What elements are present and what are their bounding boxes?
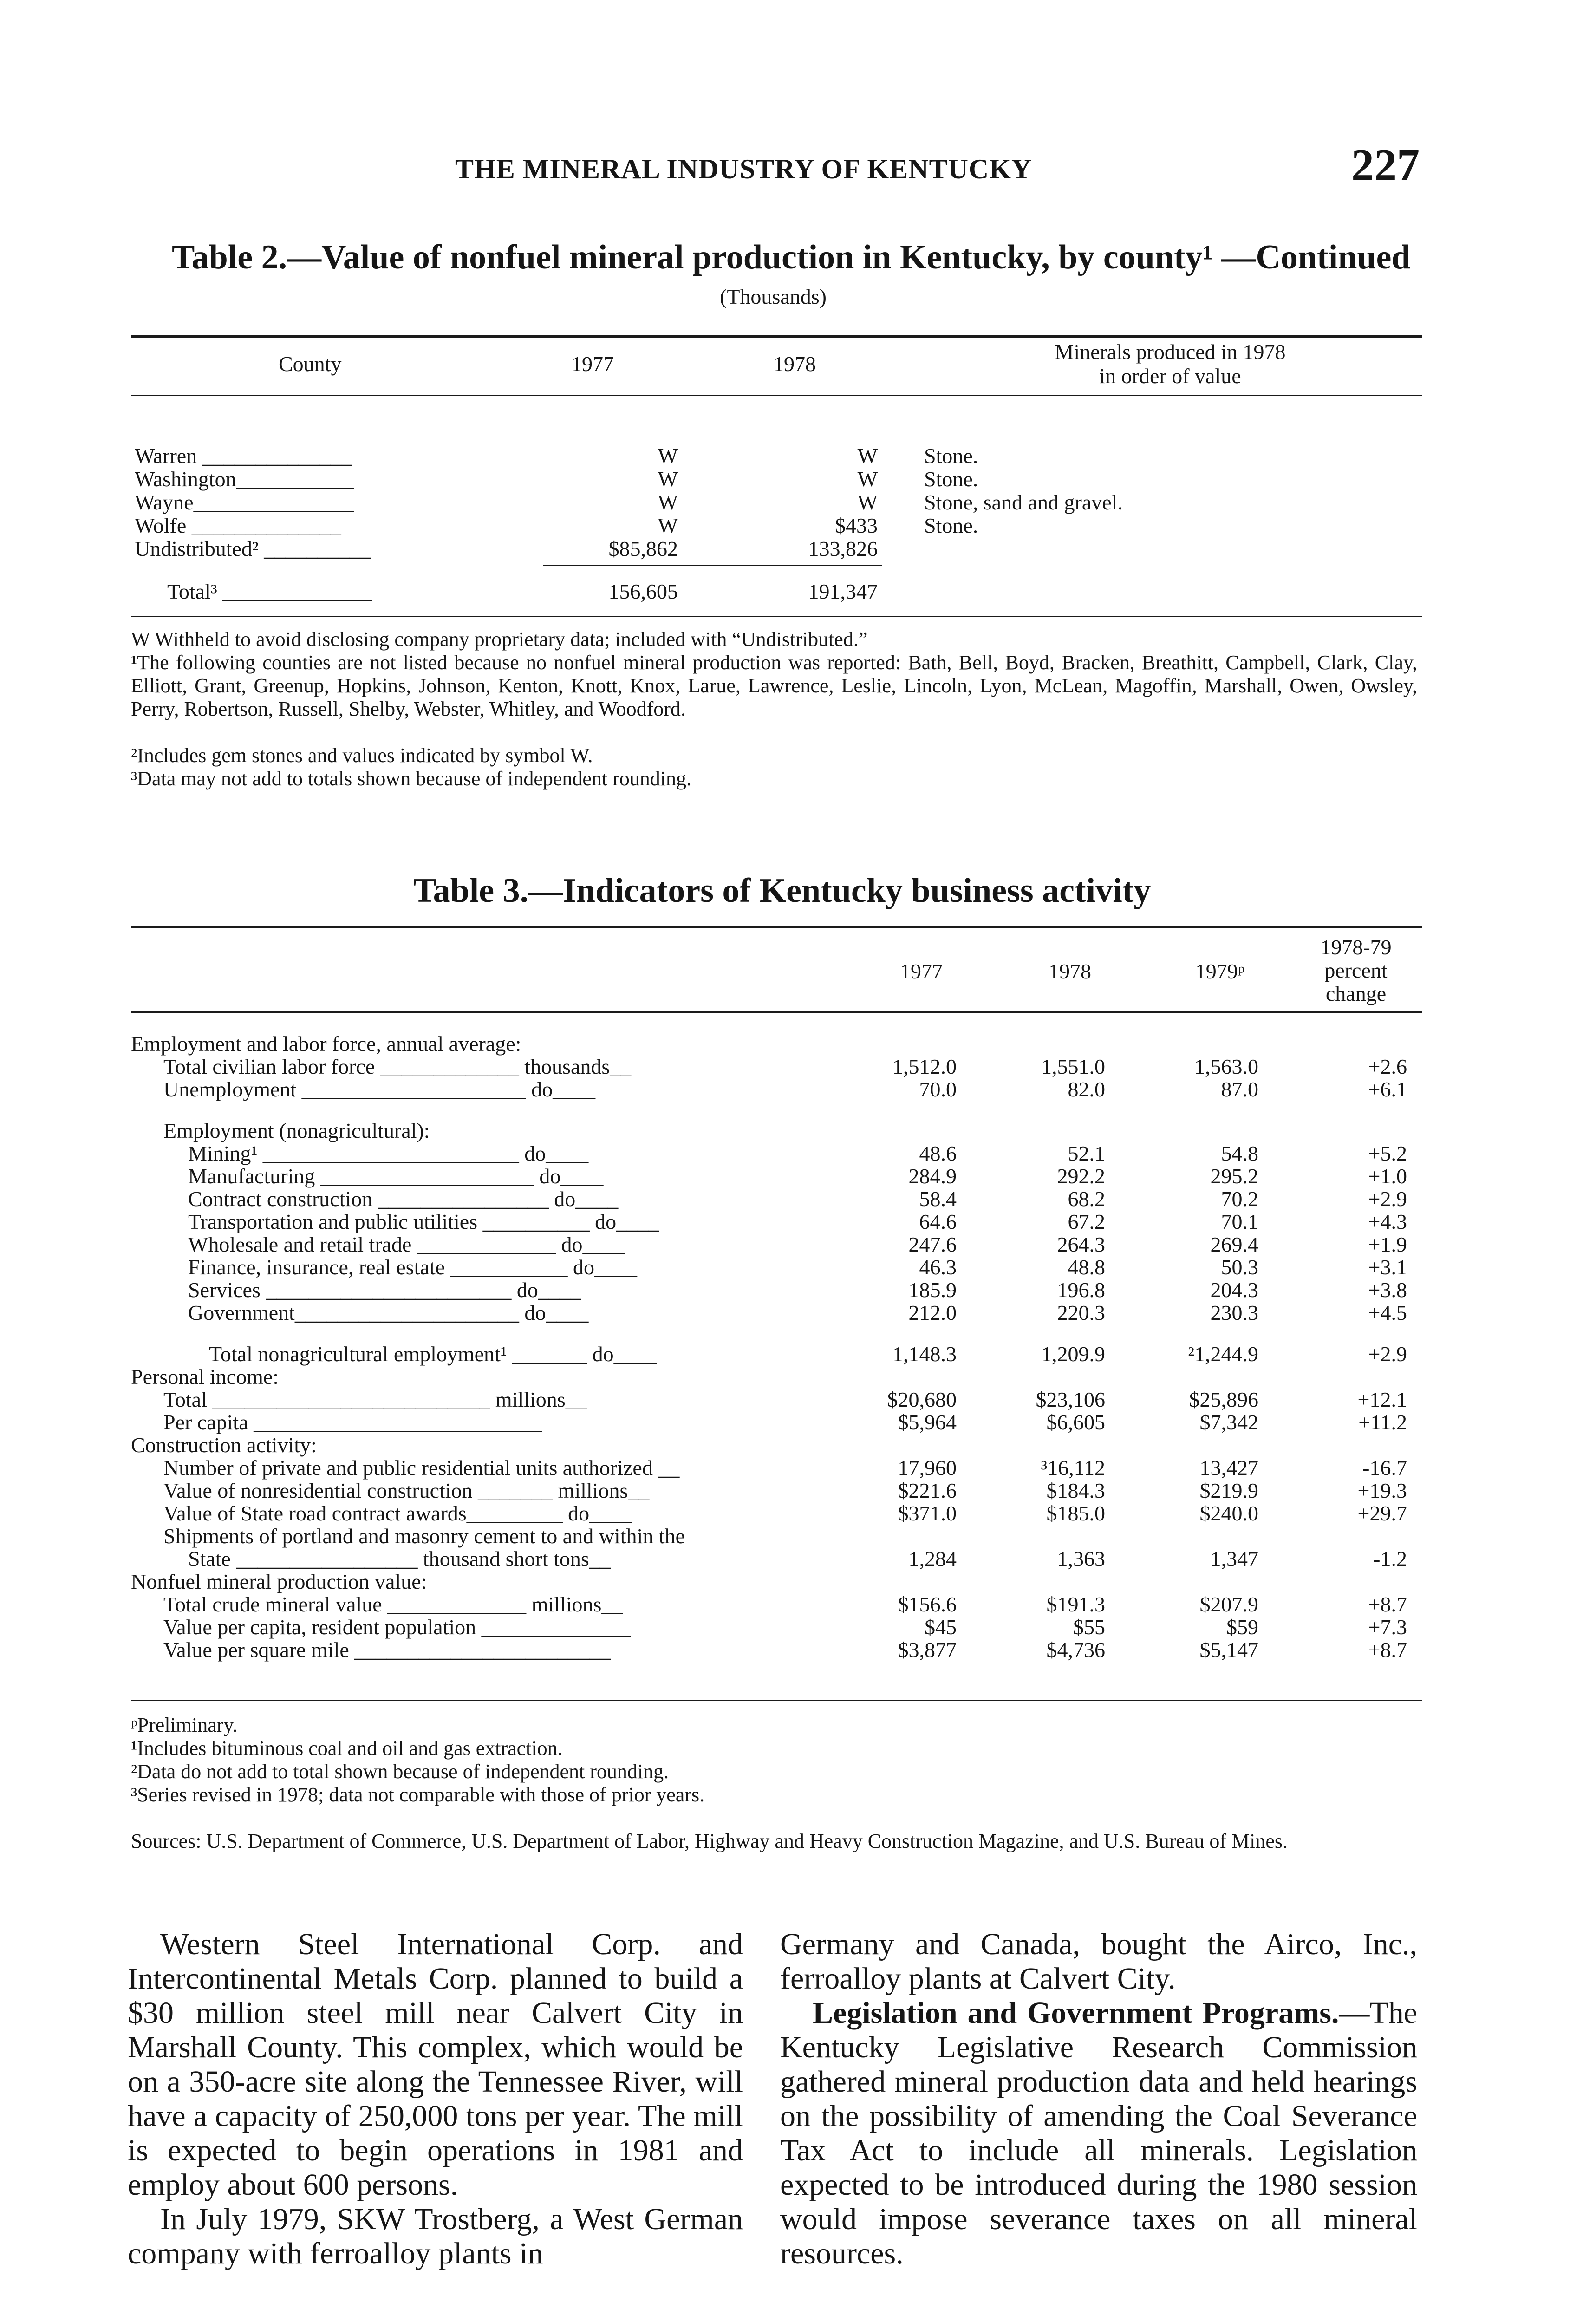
- table3-1977-cell: 64.6: [919, 1210, 957, 1233]
- table2-county-cell: Undistributed² __________: [135, 537, 371, 561]
- table2-county-cell: Wayne_______________: [135, 490, 354, 514]
- table3-sources: Sources: U.S. Department of Commerce, U.S. Department of Labor, Highway and Heavy Construction Magazine, and U.S. Bureau of Mines.: [131, 1830, 1288, 1852]
- table2-1978-cell: W: [857, 490, 878, 514]
- table2-1978-cell: W: [857, 444, 878, 468]
- table2-minerals-cell: Stone.: [924, 514, 978, 537]
- table3-row-label: Employment (nonagricultural):: [163, 1119, 430, 1142]
- table3-1977-cell: 1,284: [908, 1547, 957, 1571]
- table3-1977-cell: 284.9: [908, 1164, 957, 1188]
- table3-note-2: ²Data do not add to total shown because of independent rounding.: [131, 1760, 669, 1783]
- table3-row-label: Mining¹ ________________________ do____: [188, 1141, 589, 1165]
- table3-row-label: Shipments of portland and masonry cement to and within the: [163, 1524, 685, 1548]
- running-header: THE MINERAL INDUSTRY OF KENTUCKY: [455, 154, 1032, 184]
- table3-row-label: Services _______________________ do____: [188, 1278, 581, 1302]
- table2-1977-cell: W: [658, 444, 678, 468]
- table2-total-1978: 191,347: [808, 580, 878, 603]
- table3-1977-cell: 48.6: [919, 1141, 957, 1165]
- table3-header-1978: 1978: [1049, 959, 1091, 983]
- table3-1978-cell: $184.3: [1046, 1479, 1105, 1502]
- table3-1979-cell: 204.3: [1210, 1278, 1258, 1302]
- table3-row-label: Number of private and public residential units authorized __: [163, 1456, 680, 1480]
- table3-row-label: Manufacturing ____________________ do____: [188, 1164, 604, 1188]
- table3-1978-cell: $23,106: [1036, 1388, 1105, 1411]
- legislation-text: —The Kentucky Legislative Research Commission gathered mineral production data and held hearings on the possibility of amending the Coal Severance Tax Act to include all minerals. Legislation expected to be introduced during the 1980 session would impose severance taxes on all mineral resources.: [780, 1996, 1417, 2270]
- table2-header-minerals-line2: in order of value: [1099, 364, 1241, 388]
- table2-1977-cell: W: [658, 514, 678, 537]
- table3-1978-cell: 292.2: [1057, 1164, 1105, 1188]
- table3-row-label: Unemployment _____________________ do____: [163, 1077, 596, 1101]
- section-heading-legislation: Legislation and Government Programs.: [813, 1996, 1339, 2030]
- table3-1977-cell: 17,960: [898, 1456, 957, 1480]
- table3-1977-cell: $371.0: [898, 1501, 957, 1525]
- table2-minerals-cell: Stone.: [924, 444, 978, 468]
- table3-1977-cell: $5,964: [898, 1410, 957, 1434]
- table3-row-label: Total nonagricultural employment¹ _______ do____: [209, 1342, 657, 1366]
- table3-1977-cell: 212.0: [908, 1301, 957, 1324]
- table3-1977-cell: $221.6: [898, 1479, 957, 1502]
- table3-1979-cell: 13,427: [1199, 1456, 1258, 1480]
- table3-title: Table 3.—Indicators of Kentucky business activity: [413, 872, 1151, 910]
- table3-bottom-rule: [131, 1700, 1422, 1701]
- table3-1978-cell: 1,363: [1057, 1547, 1105, 1571]
- table3-1979-cell: 50.3: [1221, 1255, 1258, 1279]
- table3-1979-cell: 230.3: [1210, 1301, 1258, 1324]
- table2-minerals-cell: Stone.: [924, 467, 978, 491]
- body-paragraph-skw: In July 1979, SKW Trostberg, a West German company with ferroalloy plants in: [128, 2202, 743, 2270]
- table3-change-cell: -1.2: [1373, 1547, 1407, 1571]
- table3-1979-cell: $59: [1226, 1615, 1258, 1639]
- table3-change-cell: +2.9: [1368, 1342, 1407, 1366]
- table3-1979-cell: $240.0: [1199, 1501, 1258, 1525]
- table3-change-cell: +2.6: [1368, 1055, 1407, 1078]
- table3-note-3: ³Series revised in 1978; data not comparable with those of prior years.: [131, 1783, 705, 1806]
- table2-minerals-cell: Stone, sand and gravel.: [924, 490, 1123, 514]
- table2-1977-cell: $85,862: [608, 537, 678, 561]
- table2-title: Table 2.—Value of nonfuel mineral production in Kentucky, by county¹ —Continued: [172, 238, 1411, 276]
- table3-1979-cell: $5,147: [1199, 1638, 1258, 1662]
- table3-1978-cell: 68.2: [1068, 1187, 1105, 1211]
- table3-1978-cell: $4,736: [1046, 1638, 1105, 1662]
- table2-header-1977: 1977: [571, 352, 614, 376]
- table3-1978-cell: 52.1: [1068, 1141, 1105, 1165]
- table3-row-label: Nonfuel mineral production value:: [131, 1570, 427, 1593]
- table3-change-cell: +3.8: [1368, 1278, 1407, 1302]
- table3-1978-cell: $6,605: [1046, 1410, 1105, 1434]
- table3-change-cell: +12.1: [1357, 1388, 1407, 1411]
- table3-row-label: Value per capita, resident population ______________: [163, 1615, 631, 1639]
- table3-change-cell: +1.9: [1368, 1233, 1407, 1256]
- table3-change-cell: +19.3: [1357, 1479, 1407, 1502]
- table2-note-3: ³Data may not add to totals shown because of independent rounding.: [131, 767, 692, 790]
- table2-1978-cell: $433: [835, 514, 878, 537]
- table3-change-cell: +1.0: [1368, 1164, 1407, 1188]
- body-column-right: [780, 1927, 1417, 2271]
- table3-change-cell: +7.3: [1368, 1615, 1407, 1639]
- table3-row-label: Contract construction ________________ do____: [188, 1187, 619, 1211]
- table3-row-label: Finance, insurance, real estate ___________ do____: [188, 1255, 638, 1279]
- table3-header-change-2: percent: [1324, 959, 1388, 982]
- table3-row-label: Personal income:: [131, 1365, 279, 1389]
- table3-1977-cell: $20,680: [887, 1388, 957, 1411]
- table2-1978-cell: W: [857, 467, 878, 491]
- table3-1979-cell: 70.2: [1221, 1187, 1258, 1211]
- table3-change-cell: +4.5: [1368, 1301, 1407, 1324]
- table3-change-cell: +4.3: [1368, 1210, 1407, 1233]
- table3-1977-cell: 1,512.0: [892, 1055, 957, 1078]
- body-paragraph-legislation: [780, 1996, 1417, 2271]
- table3-change-cell: +11.2: [1358, 1410, 1407, 1434]
- table3-1978-cell: 48.8: [1068, 1255, 1105, 1279]
- table3-1977-cell: $45: [925, 1615, 957, 1639]
- table3-row-label: Total __________________________ millions__: [163, 1388, 587, 1411]
- table3-1978-cell: 82.0: [1068, 1077, 1105, 1101]
- table2-header-county: County: [279, 352, 342, 376]
- table3-1979-cell: 295.2: [1210, 1164, 1258, 1188]
- table2-1977-cell: W: [658, 490, 678, 514]
- table3-row-label: Value of nonresidential construction _______ millions__: [163, 1479, 650, 1502]
- table3-change-cell: +8.7: [1368, 1638, 1407, 1662]
- table2-1977-cell: W: [658, 467, 678, 491]
- table3-note-p: ᵖPreliminary.: [131, 1714, 238, 1736]
- table2-county-cell: Washington___________: [135, 467, 354, 491]
- table2-total-1977: 156,605: [608, 580, 678, 603]
- table3-row-label: Total civilian labor force _____________ thousands__: [163, 1055, 632, 1078]
- table3-row-label: Value of State road contract awards_________ do____: [163, 1501, 632, 1525]
- table3-row-label: Wholesale and retail trade _____________ do____: [188, 1233, 625, 1256]
- table3-row-label: Transportation and public utilities __________ do____: [188, 1210, 659, 1233]
- table3-row-label: Construction activity:: [131, 1433, 317, 1457]
- table3-change-cell: +3.1: [1368, 1255, 1407, 1279]
- table3-change-cell: +6.1: [1368, 1077, 1407, 1101]
- table2-header-minerals: Minerals produced in 1978: [1055, 340, 1286, 364]
- table2-county-cell: Warren ______________: [135, 444, 352, 468]
- table3-change-cell: +8.7: [1368, 1592, 1407, 1616]
- body-paragraph-steel-mill: Western Steel International Corp. and Intercontinental Metals Corp. planned to build a $30 million steel mill near Calvert City in Marshall County. This complex, which would be on a 350-acre site along the Tennessee River, will have a capacity of 250,000 tons per year. The mill is expected to begin operations in 1981 and employ about 600 persons.: [128, 1927, 743, 2202]
- table2-bottom-rule: [131, 616, 1422, 617]
- table3-1977-cell: 46.3: [919, 1255, 957, 1279]
- table3-1977-cell: 247.6: [908, 1233, 957, 1256]
- table3-1977-cell: 58.4: [919, 1187, 957, 1211]
- body-paragraph-airco: Germany and Canada, bought the Airco, Inc., ferroalloy plants at Calvert City.: [780, 1927, 1417, 1996]
- table3-1978-cell: 1,551.0: [1041, 1055, 1105, 1078]
- table3-1978-cell: ³16,112: [1041, 1456, 1105, 1480]
- table3-1978-cell: 1,209.9: [1041, 1342, 1105, 1366]
- table3-change-cell: +29.7: [1357, 1501, 1407, 1525]
- table3-note-1: ¹Includes bituminous coal and oil and gas extraction.: [131, 1737, 563, 1760]
- table2-note-1: ¹The following counties are not listed because no nonfuel mineral production was reported: Bath, Bell, Boyd, Bracken, Breathitt, Campbell, Clark, Clay, Elliott, Grant, Greenup, Hopkins, Johnson, Kenton, Knott, Knox, Larue, Lawrence, Leslie, Lincoln, Lyon, McLean, Magoffin, Marshall, Owen, Owsley, Perry, Robertson, Russell, Shelby, Webster, Whitley, and Woodford.: [131, 651, 1417, 720]
- table3-header-rule: [131, 1011, 1422, 1013]
- table3-1979-cell: 87.0: [1221, 1077, 1258, 1101]
- table3-1978-cell: 220.3: [1057, 1301, 1105, 1324]
- table3-row-label: Government_____________________ do____: [188, 1301, 589, 1324]
- table3-1979-cell: 70.1: [1221, 1210, 1258, 1233]
- table2-header-rule: [131, 395, 1422, 396]
- table3-1978-cell: $185.0: [1046, 1501, 1105, 1525]
- table3-1979-cell: $207.9: [1199, 1592, 1258, 1616]
- table3-1979-cell: 54.8: [1221, 1141, 1258, 1165]
- table3-change-cell: -16.7: [1362, 1456, 1407, 1480]
- table3-1977-cell: 185.9: [908, 1278, 957, 1302]
- table3-row-label: Per capita ___________________________: [163, 1410, 542, 1434]
- table3-1979-cell: $25,896: [1189, 1388, 1258, 1411]
- page-number: 227: [1351, 140, 1420, 190]
- table3-1977-cell: $156.6: [898, 1592, 957, 1616]
- table2-top-rule: [131, 335, 1422, 338]
- table3-1977-cell: 1,148.3: [892, 1342, 957, 1366]
- body-column-left: [128, 1927, 743, 2271]
- table3-1978-cell: 67.2: [1068, 1210, 1105, 1233]
- table3-row-label: Total crude mineral value _____________ millions__: [163, 1592, 623, 1616]
- table2-subtotal-rule: [543, 565, 882, 566]
- table3-top-rule: [131, 926, 1422, 928]
- table3-1979-cell: ²1,244.9: [1188, 1342, 1258, 1366]
- table3-1977-cell: $3,877: [898, 1638, 957, 1662]
- table3-1977-cell: 70.0: [919, 1077, 957, 1101]
- table3-1979-cell: 1,347: [1210, 1547, 1258, 1571]
- table2-county-cell: Wolfe ______________: [135, 514, 341, 537]
- table3-header-1979: 1979ᵖ: [1195, 959, 1244, 983]
- table2-total-label: Total³ ______________: [167, 580, 372, 603]
- table2-note-w: W Withheld to avoid disclosing company proprietary data; included with “Undistributed.”: [131, 628, 868, 651]
- table3-1979-cell: 269.4: [1210, 1233, 1258, 1256]
- table3-change-cell: +5.2: [1368, 1141, 1407, 1165]
- table3-row-label: State _________________ thousand short tons__: [188, 1547, 611, 1571]
- table3-1979-cell: $219.9: [1199, 1479, 1258, 1502]
- table3-1978-cell: $191.3: [1046, 1592, 1105, 1616]
- table2-1978-cell: 133,826: [808, 537, 878, 561]
- table3-1978-cell: 264.3: [1057, 1233, 1105, 1256]
- table3-1979-cell: $7,342: [1199, 1410, 1258, 1434]
- table3-1978-cell: $55: [1073, 1615, 1105, 1639]
- table3-header-change-1: 1978-79: [1320, 935, 1392, 959]
- table3-row-label: Value per square mile ________________________: [163, 1638, 611, 1662]
- table3-1978-cell: 196.8: [1057, 1278, 1105, 1302]
- table2-subtitle: (Thousands): [720, 285, 827, 308]
- table3-row-label: Employment and labor force, annual average:: [131, 1032, 521, 1056]
- table2-note-2: ²Includes gem stones and values indicated by symbol W.: [131, 744, 593, 767]
- table3-change-cell: +2.9: [1368, 1187, 1407, 1211]
- table2-header-1978: 1978: [773, 352, 816, 376]
- table3-header-1977: 1977: [900, 959, 943, 983]
- table3-header-change-3: change: [1325, 982, 1387, 1005]
- table3-1979-cell: 1,563.0: [1194, 1055, 1258, 1078]
